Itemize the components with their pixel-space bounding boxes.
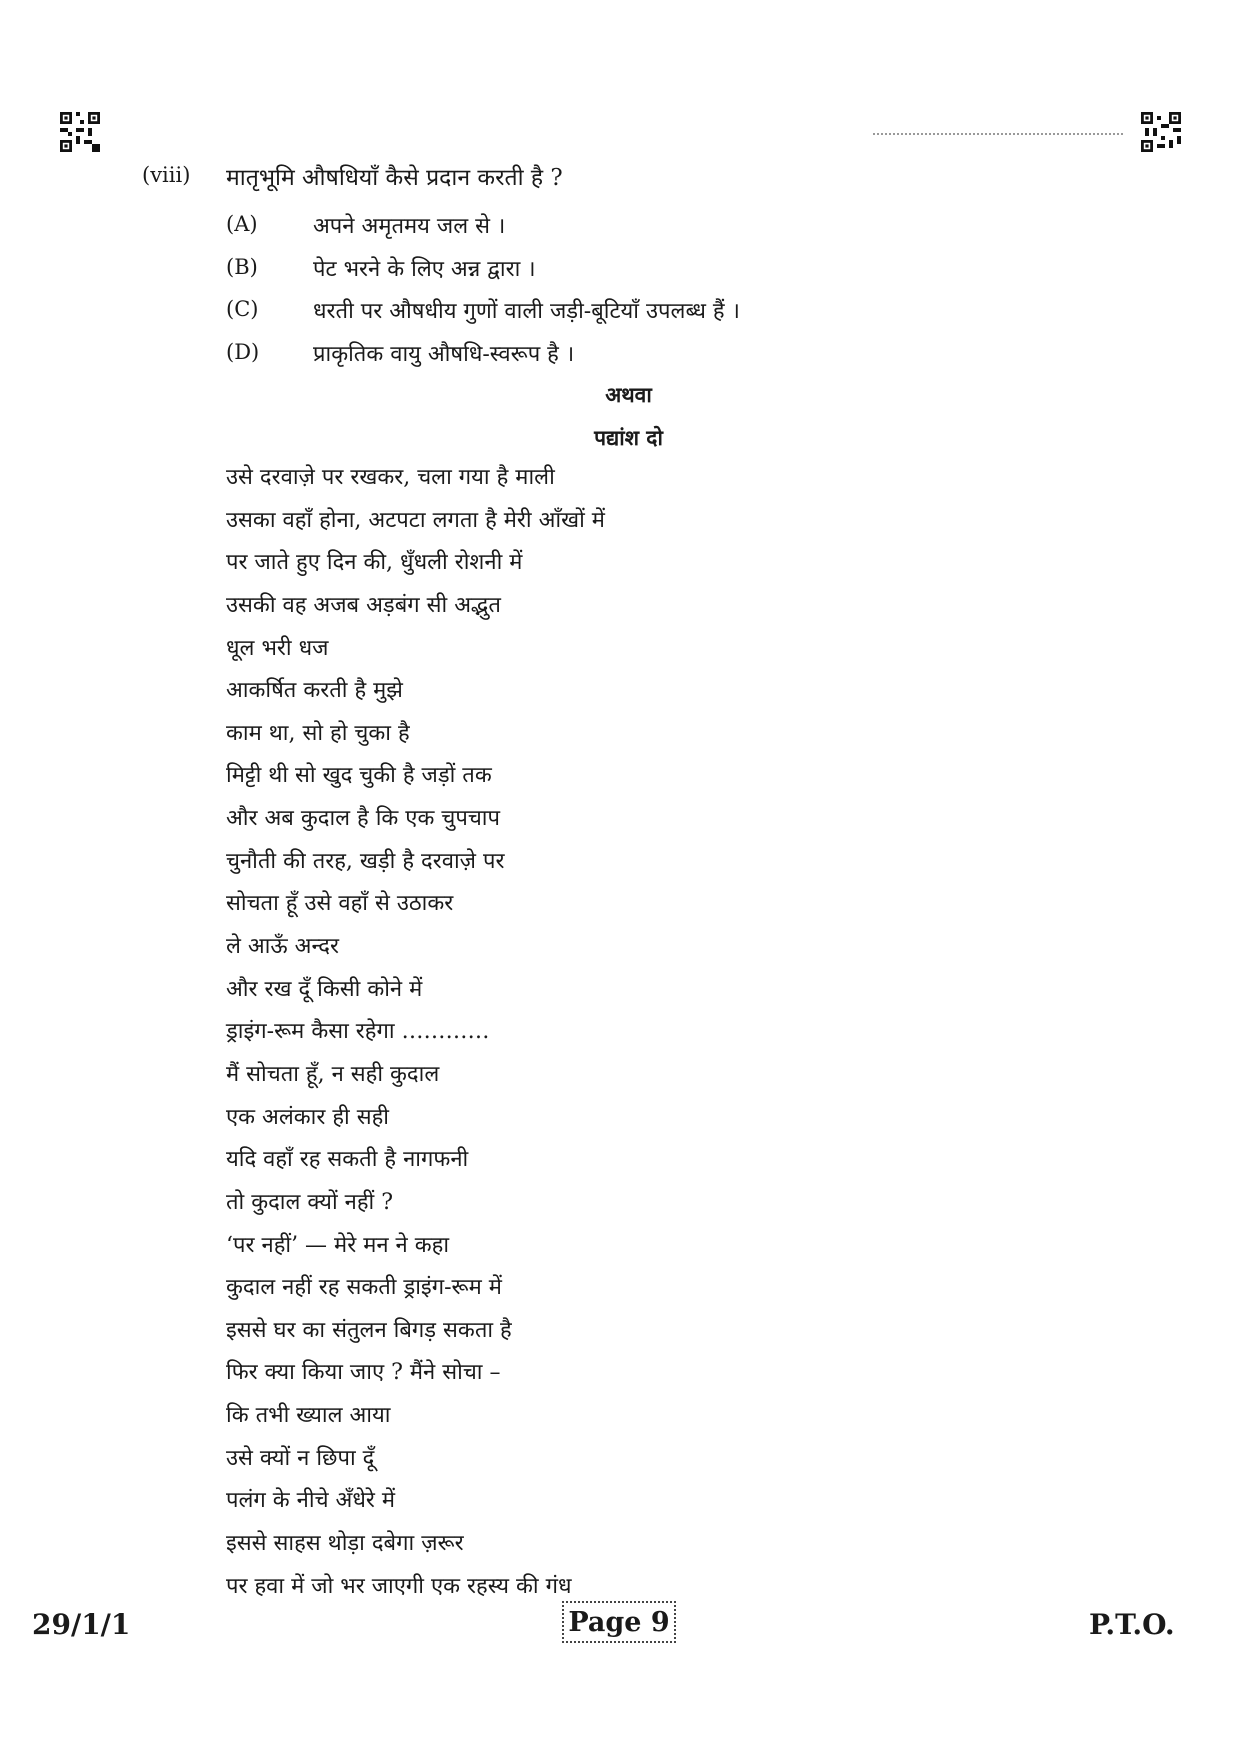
poem-line: पर जाते हुए दिन की, धुँधली रोशनी में <box>226 550 523 576</box>
poem-line: चुनौती की तरह, खड़ी है दरवाज़े पर <box>226 848 505 874</box>
poem-line: मिट्टी थी सो खुद चुकी है जड़ों तक <box>226 763 492 789</box>
poem <box>226 463 605 1614</box>
option-a-label: (A) <box>226 212 258 236</box>
poem-line: सोचता हूँ उसे वहाँ से उठाकर <box>226 891 454 917</box>
poem-line: पलंग के नीचे अँधेरे में <box>226 1488 396 1514</box>
poem-line: आकर्षित करती है मुझे <box>226 678 403 704</box>
paper-code: 29/1/1 <box>32 1608 131 1641</box>
question-text: मातृभूमि औषधियाँ कैसे प्रदान करती है ? <box>226 165 563 191</box>
poem-line: काम था, सो हो चुका है <box>226 720 410 746</box>
poem-line: यदि वहाँ रह सकती है नागफनी <box>226 1147 469 1173</box>
poem-line: और रख दूँ किसी कोने में <box>226 976 423 1002</box>
poem-line: तो कुदाल क्यों नहीं ? <box>226 1189 394 1215</box>
page-number-box <box>562 1601 676 1643</box>
qr-code-icon <box>1141 112 1181 152</box>
poem-line: मैं सोचता हूँ, न सही कुदाल <box>226 1061 440 1087</box>
page-number: Page 9 <box>568 1606 670 1638</box>
header-dotted-line <box>873 133 1123 135</box>
option-d-text: प्राकृतिक वायु औषधि-स्वरूप है । <box>313 342 575 367</box>
poem-line: धूल भरी धज <box>226 635 329 661</box>
poem-line: उसकी वह अजब अड़बंग सी अद्भुत <box>226 592 501 618</box>
option-c-text: धरती पर औषधीय गुणों वाली जड़ी-बूटियाँ उपलब्ध हैं । <box>313 299 740 324</box>
qr-code-icon <box>60 112 100 152</box>
poem-line: ड्राइंग-रूम कैसा रहेगा ………… <box>226 1019 490 1045</box>
poem-line: ले आऊँ अन्दर <box>226 934 339 960</box>
poem-line: फिर क्या किया जाए ? मैंने सोचा – <box>226 1360 501 1386</box>
poem-line: इससे घर का संतुलन बिगड़ सकता है <box>226 1317 512 1343</box>
poem-line: उसका वहाँ होना, अटपटा लगता है मेरी आँखों में <box>226 507 605 533</box>
poem-line: कुदाल नहीं रह सकती ड्राइंग-रूम में <box>226 1275 502 1301</box>
question-number: (viii) <box>142 163 191 187</box>
option-a-text: अपने अमृतमय जल से । <box>313 214 506 239</box>
poem-line: उसे क्यों न छिपा दूँ <box>226 1445 375 1471</box>
option-b-label: (B) <box>226 255 258 279</box>
poem-line: उसे दरवाज़े पर रखकर, चला गया है माली <box>226 465 555 490</box>
poem-line: ‘पर नहीं’ — मेरे मन ने कहा <box>226 1232 450 1258</box>
option-b-text: पेट भरने के लिए अन्न द्वारा । <box>313 257 536 282</box>
option-c-label: (C) <box>226 297 259 321</box>
option-d-label: (D) <box>226 340 260 364</box>
poem-line: कि तभी ख्याल आया <box>226 1403 391 1429</box>
poem-line: पर हवा में जो भर जाएगी एक रहस्य की गंध <box>226 1573 572 1599</box>
poem-line: एक अलंकार ही सही <box>226 1104 389 1130</box>
pto-label: P.T.O. <box>1089 1608 1175 1641</box>
poem-line: और अब कुदाल है कि एक चुपचाप <box>226 806 500 832</box>
passage-title: पद्यांश दो <box>594 425 663 450</box>
or-label: अथवा <box>605 382 652 407</box>
poem-line: इससे साहस थोड़ा दबेगा ज़रूर <box>226 1531 464 1557</box>
